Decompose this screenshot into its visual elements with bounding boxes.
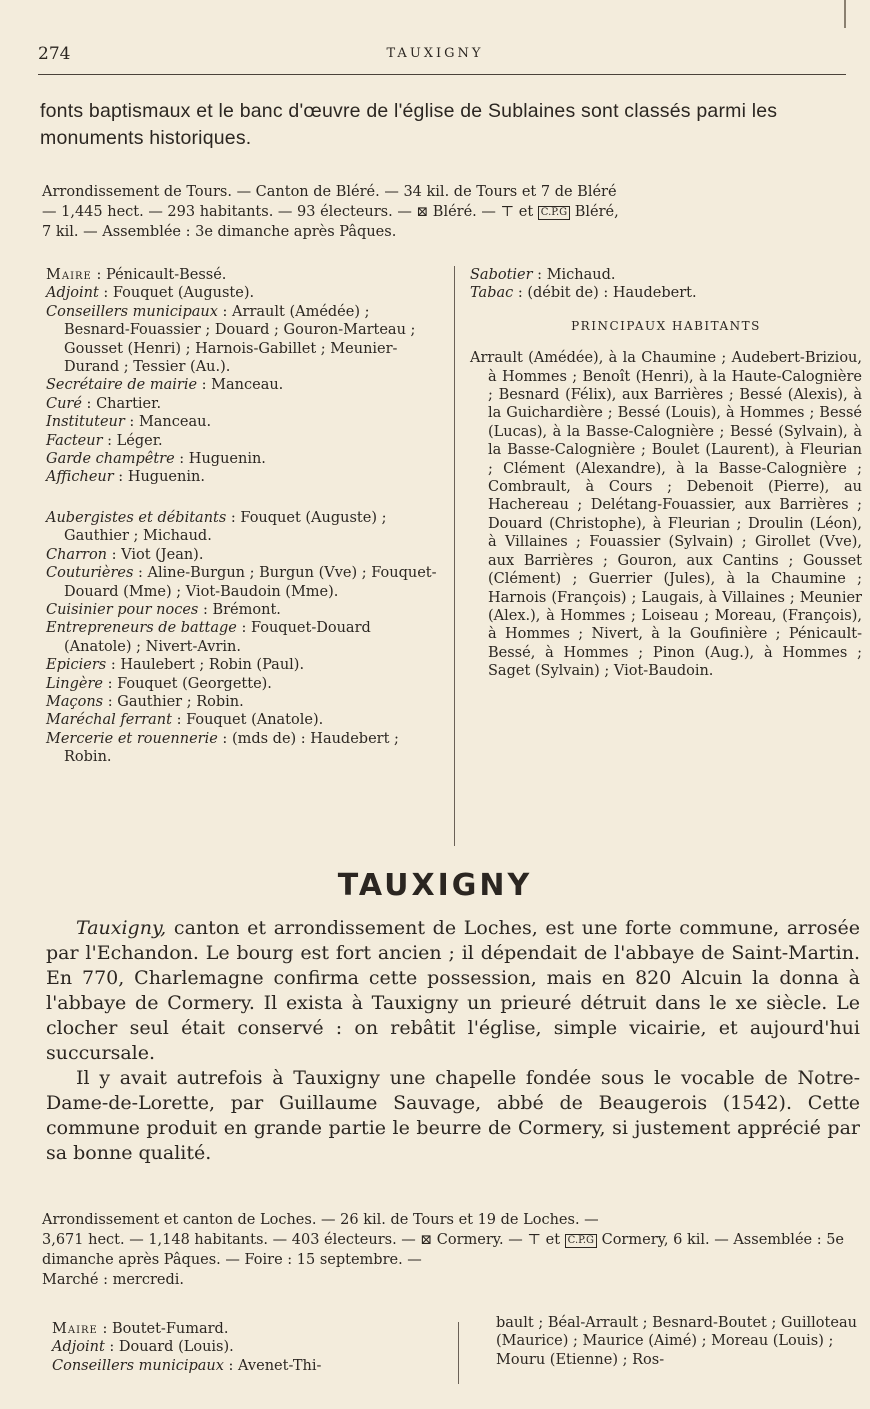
entry-name: Chartier.: [96, 395, 162, 412]
stats-text: Bléré. —: [432, 204, 496, 220]
entry-name: Manceau.: [211, 377, 284, 394]
entry-name: Fouquet-Douard (Anatole) ; Nivert-Avrin.: [64, 620, 371, 655]
entry-role: Afficheur: [46, 469, 114, 486]
stats-text: Cormery. —: [436, 1232, 523, 1248]
stats-line: Arrondissement et canton de Loches. — 26 kil. de Tours et 19 de Loches. —: [42, 1212, 599, 1228]
entry-role: Adjoint: [46, 285, 99, 302]
entry-role: Conseillers municipaux: [46, 303, 218, 320]
telephone-cpg-icon: C.P.G: [538, 206, 570, 220]
running-title: TAUXIGNY: [386, 46, 484, 61]
stats-line: 7 kil. — Assemblée : 3e dimanche après Pâques.: [42, 224, 397, 240]
stats-line: Marché : mercredi.: [42, 1272, 184, 1288]
entry-name: Fouquet (Georgette).: [117, 675, 272, 692]
entry-role: Sabotier: [470, 267, 533, 283]
paragraph-text: canton et arrondissement de Loches, est une forte commune, arrosée par l'Echandon. Le bourg est fort ancien ; il dépendait de l'abbaye de Saint-Martin. En 770, Charlemagne confirma cette possession, mais en 820 Alcuin la donna à l'abbaye de Cormery. Il exista à Tauxigny un prieuré détruit dans le xe siècle. Le clocher seul était conservé : on rebâtit l'église, simple vicairie, et aujourd'hui succursale.: [46, 917, 861, 1064]
entry-role: Secrétaire de mairie: [46, 377, 198, 394]
entry-name: Fouquet (Auguste) ; Gauthier ; Michaud.: [64, 509, 387, 545]
entry-name: (mds de) : Haudebert ; Robin.: [64, 730, 399, 766]
entry: Cuisinier pour noces : Brémont.: [46, 601, 281, 618]
mail-icon: ⊠: [416, 204, 429, 220]
section-title: TAUXIGNY: [337, 868, 533, 903]
stats-text: Cormery, 6 kil. — Assemblée : 5e dimanche après Pâques. — Foire : 15 septembre. —: [42, 1232, 845, 1268]
entry-name: Brémont.: [212, 601, 281, 618]
entry-name: Aline-Burgun ; Burgun (Vve) ; Fouquet-Douard (Mme) ; Viot-Baudoin (Mme).: [64, 565, 437, 600]
entry-name: Viot (Jean).: [121, 546, 204, 563]
entry-name: (débit de) : Haudebert.: [527, 285, 697, 302]
entry: Charron : Viot (Jean).: [46, 546, 204, 563]
entry: Couturières : Aline-Burgun ; Burgun (Vve) ; Fouquet-Douard (Mme) ; Viot-Baudoin (Mme).: [46, 565, 437, 600]
entry-role: Lingère: [46, 675, 103, 692]
entry-role: Epiciers: [46, 657, 107, 674]
entry: Afficheur : Huguenin.: [46, 469, 205, 486]
margin-tick: [844, 0, 846, 28]
entry-role: Charron: [46, 546, 108, 563]
entry: Mercerie et rouennerie : (mds de) : Haudebert ; Robin.: [46, 730, 399, 766]
entry: Entrepreneurs de battage : Fouquet-Douard (Anatole) ; Nivert-Avrin.: [46, 620, 371, 655]
entry-role: Curé: [46, 395, 82, 412]
trades-list-right: [470, 266, 862, 303]
officials-list: [46, 266, 438, 487]
entry: Maçons : Gauthier ; Robin.: [46, 693, 244, 710]
entry-name: Haulebert ; Robin (Paul).: [120, 657, 305, 674]
stats-line: Arrondissement de Tours. — Canton de Bléré. — 34 kil. de Tours et 7 de Bléré: [42, 184, 617, 200]
entry: Conseillers municipaux : Arrault (Amédée) ; Besnard-Fouassier ; Douard ; Gouron-Marteau ; Gousset (Henri) ; Harnois-Gabillet ; Meunier-Durand ; Tessier (Au.).: [46, 303, 416, 376]
entry: Lingère : Fouquet (Georgette).: [46, 675, 272, 692]
mail-icon: ⊠: [420, 1232, 433, 1248]
column-divider: [458, 1322, 459, 1384]
page-number: 274: [38, 44, 71, 64]
stats-text: — 1,445 hect. — 293 habitants. — 93 électeurs. —: [42, 204, 412, 220]
tauxigny-description: [46, 916, 860, 1166]
entry-role: Conseillers municipaux: [52, 1357, 224, 1374]
entry-role: Facteur: [46, 432, 103, 449]
entry-name: Avenet-Thi-: [238, 1357, 322, 1374]
principaux-heading: PRINCIPAUX HABITANTS: [571, 318, 761, 333]
entry-name: Douard (Louis).: [118, 1339, 234, 1356]
entry: Aubergistes et débitants : Fouquet (Auguste) ; Gauthier ; Michaud.: [46, 509, 387, 545]
stats-text: et: [545, 1232, 561, 1248]
sublaines-left-column: [46, 266, 438, 767]
entry-name: Huguenin.: [188, 451, 266, 468]
entry: Adjoint : Fouquet (Auguste).: [46, 285, 255, 302]
entry-role: Adjoint: [52, 1339, 105, 1356]
entry-role: Mercerie et rouennerie: [46, 730, 218, 747]
stats-text: et: [518, 204, 534, 220]
entry-name: Léger.: [116, 432, 163, 449]
sublaines-right-column: [470, 266, 862, 681]
trades-list: [46, 509, 438, 767]
telephone-cpg-icon: C.P.G: [565, 1234, 597, 1248]
entry: Epiciers : Haulebert ; Robin (Paul).: [46, 657, 305, 674]
stats-text: Bléré,: [574, 204, 619, 220]
entry: Conseillers municipaux : Avenet-Thi-: [52, 1357, 322, 1374]
tauxigny-stats: [42, 1210, 852, 1290]
entry-role: Maire: [46, 267, 92, 283]
entry-name: Boutet-Fumard.: [111, 1321, 229, 1337]
principaux-habitants: Arrault (Amédée), à la Chaumine ; Audebert-Briziou, à Hommes ; Benoît (Henri), à la Haute-Calognière ; Besnard (Félix), aux Barrières ; Bessé (Alexis), à la Guichardière ; Bessé (Louis), à Hommes ; Bessé (Lucas), à la Basse-Calognière ; Bessé (Sylvain), à la Basse-Calognière ; Boulet (Laurent), à Fleurian ; Clément (Alexandre), à la Basse-Calognière ; Combrault, à Cours ; Debenoit (Pierre), au Hachereau ; Delétang-Fouassier, aux Barrières ; Douard (Christophe), à Fleurian ; Droulin (Léon), à Villaines ; Fouassier (Sylvain) ; Girollet (Vve), aux Barrières ; Gouron, aux Cantins ; Gousset (Clément) ; Guerrier (Jules), à la Chaumine ; Harnois (François) ; Laugais, à Villaines ; Meunier (Alex.), à Hommes ; Loiseau ; Moreau, (François), à Hommes ; Nivert, à la Goufinière ; Pénicault-Bessé, à Hommes ; Pinon (Aug.), à Hommes ; Saget (Sylvain) ; Viot-Baudoin.: [470, 350, 862, 680]
entry-role: Aubergistes et débitants: [46, 509, 227, 526]
entry-name: Michaud.: [546, 267, 616, 283]
entry-name: Pénicault-Bessé.: [105, 267, 227, 283]
header-rule: [38, 74, 846, 75]
entry: Curé : Chartier.: [46, 395, 162, 412]
tauxigny-left-column: [52, 1320, 452, 1375]
paragraph-lead: Tauxigny,: [76, 917, 167, 939]
paragraph: Il y avait autrefois à Tauxigny une chapelle fondée sous le vocable de Notre-Dame-de-Lorette, par Guillaume Sauvage, abbé de Beaugerois (1542). Cette commune produit en grande partie le beurre de Cormery, si justement apprécié par sa bonne qualité.: [46, 1067, 860, 1164]
stats-line: [42, 1230, 852, 1270]
entry-role: Couturières: [46, 565, 134, 582]
tauxigny-right-column: [496, 1314, 866, 1369]
officials-list: [52, 1320, 452, 1375]
entry-name: Arrault (Amédée) ; Besnard-Fouassier ; Douard ; Gouron-Marteau ; Gousset (Henri) ; Harnois-Gabillet ; Meunier-Durand ; Tessier (Au.).: [64, 303, 416, 376]
entry-role: Tabac: [470, 285, 514, 302]
stats-text: 3,671 hect. — 1,148 habitants. — 403 électeurs. —: [42, 1232, 416, 1248]
entry-name: Huguenin.: [127, 469, 205, 486]
stats-line: [42, 202, 852, 222]
telegraph-icon: ⊤: [500, 204, 515, 220]
conseillers-continued: bault ; Béal-Arrault ; Besnard-Boutet ; Guilloteau (Maurice) ; Maurice (Aimé) ; Moreau (Louis) ; Mouru (Etienne) ; Ros-: [496, 1315, 857, 1368]
intro-paragraph: fonts baptismaux et le banc d'œuvre de l'église de Sublaines sont classés parmi les monuments historiques.: [40, 100, 778, 149]
entry: Maréchal ferrant : Fouquet (Anatole).: [46, 712, 324, 729]
entry-name: Gauthier ; Robin.: [117, 693, 244, 710]
entry: Facteur : Léger.: [46, 432, 163, 449]
entry-role: Garde champêtre: [46, 451, 175, 468]
entry-role: Entrepreneurs de battage: [46, 620, 237, 637]
column-divider: [454, 266, 455, 846]
entry: Maire : Boutet-Fumard.: [52, 1321, 229, 1337]
entry-role: Cuisinier pour noces: [46, 601, 199, 618]
entry: Secrétaire de mairie : Manceau.: [46, 377, 284, 394]
entry-role: Instituteur: [46, 414, 125, 431]
entry: Garde champêtre : Huguenin.: [46, 451, 266, 468]
entry-name: Fouquet (Anatole).: [186, 712, 324, 729]
entry: Sabotier : Michaud.: [470, 267, 616, 283]
paragraph: [46, 916, 860, 1066]
sublaines-stats: [42, 182, 852, 242]
entry: Maire : Pénicault-Bessé.: [46, 267, 227, 283]
entry-name: Fouquet (Auguste).: [112, 285, 255, 302]
entry-role: Maçons: [46, 693, 104, 710]
entry: Tabac : (débit de) : Haudebert.: [470, 285, 697, 302]
entry-role: Maire: [52, 1321, 98, 1337]
telegraph-icon: ⊤: [527, 1232, 542, 1248]
entry: Adjoint : Douard (Louis).: [52, 1339, 234, 1356]
entry: Instituteur : Manceau.: [46, 414, 212, 431]
entry-role: Maréchal ferrant: [46, 712, 172, 729]
entry-name: Manceau.: [138, 414, 212, 431]
